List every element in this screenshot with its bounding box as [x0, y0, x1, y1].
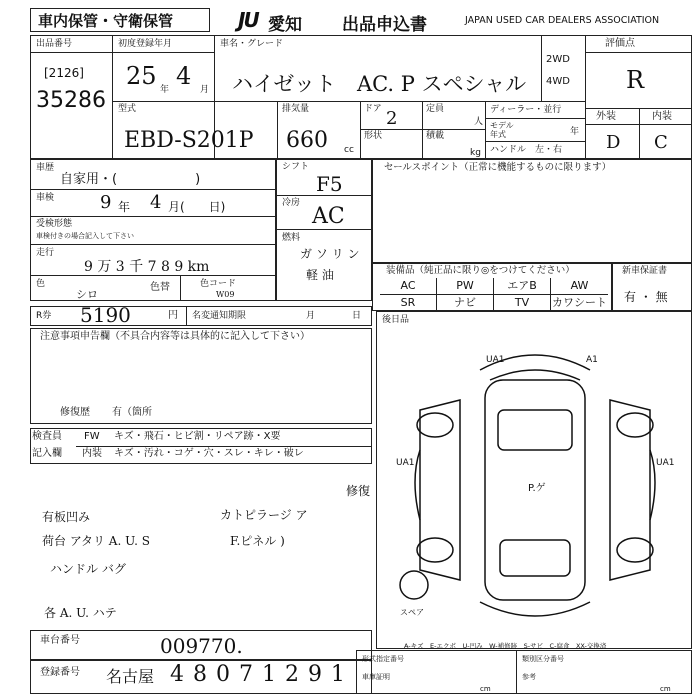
divider [112, 35, 113, 159]
fuel-alt: 軽 油 [306, 268, 334, 282]
wheel-rear-right [617, 538, 653, 562]
reg-label: 初度登録年月 [118, 39, 173, 49]
form-title: 出品申込書 [342, 15, 427, 35]
diagram-label-spare: スペア [400, 608, 424, 617]
divider [30, 216, 276, 217]
diagram-label-center: P.ゲ [528, 483, 546, 494]
wheel-rear-left [417, 538, 453, 562]
spare-tire [400, 571, 428, 599]
inspector-note-2: 荷台 アタリ A. U. S [42, 534, 150, 548]
displacement-unit: cc [344, 145, 354, 155]
lot-code: [2126] [44, 66, 84, 80]
loadcap-label: 積載 [426, 131, 445, 141]
doors-value: 2 [386, 108, 398, 129]
divider [276, 229, 372, 230]
cert-label: 車庫証明 [362, 673, 390, 681]
model-year-label: モデル 年式 [490, 121, 514, 139]
drive-2wd: 2WD [546, 54, 570, 65]
diagram-legend: A-キズ E-エクボ U-凹み W-補修跡 S-サビ C-腐食 XX-交換済 [404, 642, 607, 650]
receive-label: 受検形態 [36, 219, 73, 229]
plate-label: 登録番号 [40, 667, 80, 678]
equipment-item: カワシート [552, 296, 607, 309]
fw-label: FW [84, 431, 100, 442]
divider [112, 101, 585, 102]
reg-year: 25 [126, 62, 157, 90]
repair-value: 有（箇所 [112, 407, 152, 418]
model-year-unit: 年 [570, 127, 580, 137]
wheel-front-left [417, 413, 453, 437]
car-cab-window [498, 410, 572, 450]
divider [180, 275, 181, 301]
inspector-note-right-2: F.ピネル ) [230, 534, 285, 548]
diagram-label-top-right: A1 [586, 355, 598, 365]
inspection-month-unit: 月( 日) [168, 200, 226, 214]
cm-label-1: cm [480, 685, 491, 693]
divider [422, 101, 423, 159]
divider [30, 244, 276, 245]
divider [485, 101, 486, 159]
reg-month-unit: 月 [200, 85, 210, 95]
color-value: シロ [76, 288, 98, 301]
capacity-unit: 人 [474, 117, 484, 127]
exterior-value: D [606, 132, 621, 153]
divider [76, 446, 372, 447]
inspector-note-right-1: カトピラージ ア [220, 508, 308, 522]
mileage-value: 9 万 3 千 7 8 9 km [84, 259, 210, 275]
divider [186, 306, 187, 326]
inspector-note-3: ハンドル バグ [50, 562, 126, 576]
grade-label: 評価点 [605, 38, 635, 49]
ac-value: AC [312, 204, 345, 229]
shape-label: 形状 [364, 131, 383, 141]
shift-label: シフト [282, 162, 310, 172]
history-value: 自家用・( ) [60, 172, 201, 187]
divider [516, 650, 517, 694]
divider [585, 35, 586, 159]
equipment-grid [380, 278, 610, 310]
divider [360, 101, 361, 159]
warranty-label: 新車保証書 [622, 266, 668, 276]
equipment-item: AC [380, 278, 437, 294]
inspector-note-1: 有板凹み [42, 510, 91, 524]
equipment-item: SR [380, 294, 437, 310]
chassis-value: 009770. [160, 634, 243, 658]
reg-month: 4 [176, 62, 192, 90]
storage-label: 車内保管・守衛保管 [38, 12, 174, 30]
inspection-year: 9 [100, 192, 112, 213]
recycle-unit: 円 [168, 310, 178, 321]
fuel-options: ガ ソ リ ン [300, 247, 360, 261]
recycle-label: R券 [36, 311, 52, 321]
receive-note: 車検付きの場合記入して下さい [36, 232, 134, 240]
doors-label: ドア [364, 104, 382, 114]
equipment-item: ナビ [437, 294, 494, 310]
vehicle-name: ハイゼット AC. P スペシャル [232, 72, 527, 96]
association-name: JAPAN USED CAR DEALERS ASSOCIATION [465, 15, 660, 26]
displacement-value: 660 [286, 128, 328, 153]
exterior-label: 外装 [596, 111, 616, 122]
wheel-front-right [617, 413, 653, 437]
inspector-label-2: 記入欄 [32, 448, 62, 459]
grade-value: R [626, 66, 645, 94]
car-rear-window [500, 540, 570, 576]
ac-label: 冷房 [282, 198, 301, 208]
inspection-year-unit: 年 [118, 200, 131, 214]
logo-place: 愛知 [268, 15, 302, 35]
sales-point-section [372, 159, 692, 263]
color-change-label: 色替 [150, 282, 170, 293]
equipment-item: PW [437, 278, 494, 294]
mileage-label: 走行 [36, 248, 55, 258]
plate-prefix: 名古屋 [106, 667, 155, 686]
interior-value: C [654, 132, 668, 153]
dealer-label: ディーラー・並行 [490, 105, 562, 115]
ref-label: 参考 [522, 673, 536, 681]
lot-label: 出品番号 [36, 39, 73, 49]
color-label: 色 [36, 279, 46, 289]
shape-number-label: 形式指定番号 [362, 655, 404, 663]
rear-note: 後日品 [382, 315, 410, 325]
cm-label-2: cm [660, 685, 671, 693]
drive-4wd: 4WD [546, 76, 570, 87]
divider [541, 35, 542, 101]
warranty-value: 有 ・ 無 [624, 290, 668, 304]
lot-number: 35286 [36, 88, 106, 113]
equipment-item: エアB [494, 278, 551, 294]
displacement-label: 排気量 [282, 104, 310, 114]
inspector-note-4: 各 A. U. ハテ [44, 606, 117, 620]
equipment-item: AW [570, 279, 589, 292]
fuel-label: 燃料 [282, 233, 301, 243]
shift-value: F5 [316, 172, 343, 196]
sales-point-label: セールスポイント（正常に機能するものに限ります） [384, 162, 612, 173]
notice-month: 月 [306, 311, 316, 321]
plate-value: 4 8 0 7 1 2 9 1 [170, 662, 346, 687]
notice-label: 名変通知期限 [192, 311, 247, 321]
equipment-item: TV [494, 294, 551, 310]
interior-items: キズ・汚れ・コゲ・穴・スレ・キレ・破レ [114, 448, 304, 459]
divider [639, 108, 640, 159]
divider [277, 101, 278, 159]
notes-label: 注意事項申告欄（不具合内容等は具体的に記入して下さい） [40, 331, 310, 342]
color-code-label: 色コード [200, 279, 237, 289]
divider [360, 129, 485, 130]
diagram-label-right: UA1 [656, 458, 675, 468]
model-label: 型式 [118, 104, 137, 114]
divider [485, 141, 585, 142]
loadcap-unit: kg [470, 148, 481, 158]
inspection-month: 4 [150, 192, 162, 213]
color-code-value: W09 [216, 290, 235, 299]
recycle-value: 5190 [80, 303, 131, 327]
capacity-label: 定員 [426, 104, 445, 114]
class-number-label: 類別区分番号 [522, 655, 564, 663]
ju-logo: JU [238, 8, 258, 32]
notice-day: 日 [352, 311, 362, 321]
equipment-label: 装備品（純正品に限り◎をつけてください） [386, 265, 575, 276]
chassis-label: 車台番号 [40, 635, 80, 646]
diagram-label-top-left: UA1 [486, 355, 505, 365]
divider [30, 189, 276, 190]
repair-label: 修復歴 [60, 407, 90, 418]
vehicle-name-label: 車名・グレード [220, 39, 284, 49]
inspector-label-1: 検査員 [32, 431, 62, 442]
divider [485, 118, 585, 119]
inspection-label: 車検 [36, 193, 55, 203]
handle-label: ハンドル 左・右 [490, 145, 563, 155]
interior-label: 内装 [652, 111, 672, 122]
model-value: EBD-S201P [124, 128, 254, 153]
repaired-note: 修復 [346, 484, 371, 498]
reg-year-unit: 年 [160, 85, 170, 95]
fw-items: キズ・飛石・ヒビ割・リペア跡・X要 [114, 431, 281, 442]
interior-label-row: 内装 [82, 448, 102, 459]
history-label: 車歴 [36, 163, 55, 173]
diagram-label-left: UA1 [396, 458, 415, 468]
divider [30, 52, 214, 53]
divider [585, 52, 692, 53]
